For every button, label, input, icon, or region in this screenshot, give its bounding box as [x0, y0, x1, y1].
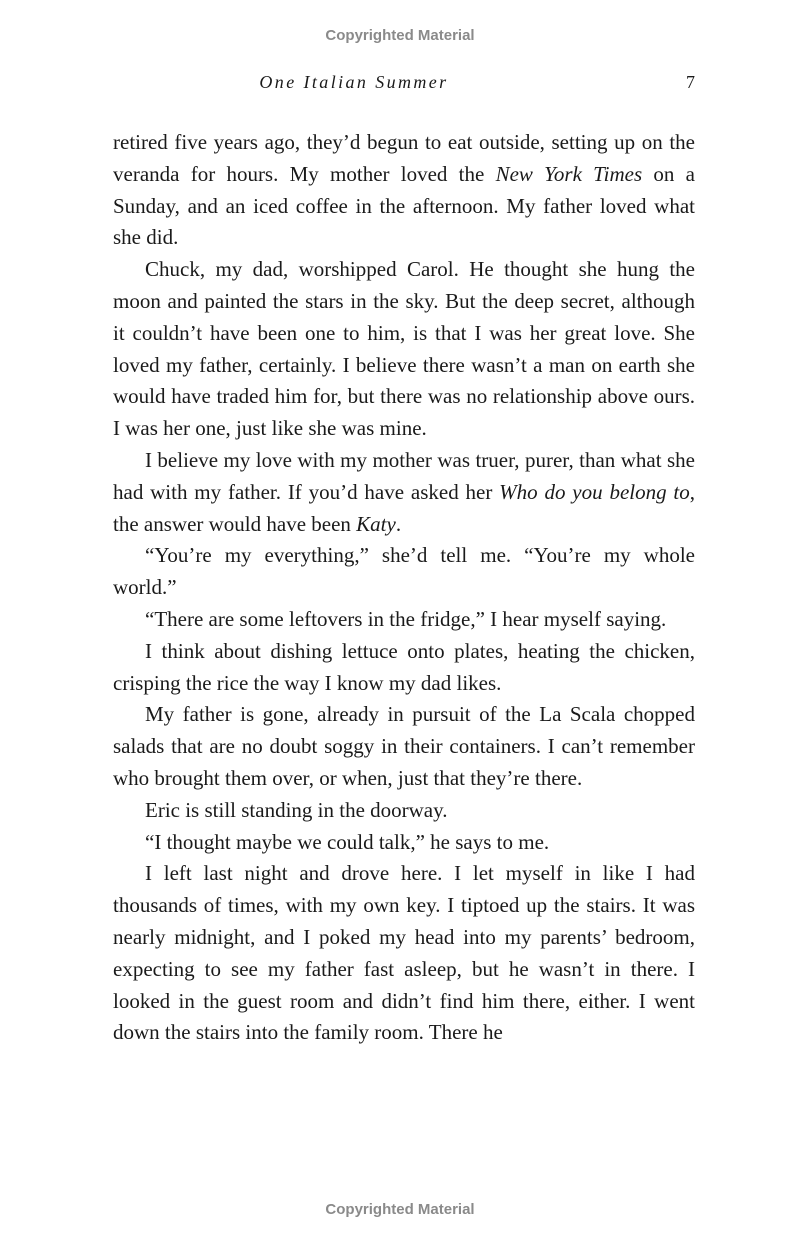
page-number: 7	[686, 72, 695, 92]
running-head	[113, 72, 695, 96]
paragraph-6: I think about dishing lettuce onto plates, heating the chicken, crisping the rice the way I know my dad likes.	[113, 638, 695, 695]
paragraph-8: Eric is still standing in the doorway.	[145, 797, 448, 822]
paragraph-7: My father is gone, already in pursuit of the La Scala chopped salads that are no doubt soggy in their containers. I can’t remember who brought them over, or when, just that they’re there.	[113, 702, 695, 790]
paragraph-2: Chuck, my dad, worshipped Carol. He thought she hung the moon and painted the stars in the sky. But the deep secret, although it couldn’t have been one to him, is that I was her great love. She loved my father, certainly. I believe there wasn’t a man on earth she would have traded him for, but there was no relationship above ours. I was her one, just like she was mine.	[113, 257, 695, 441]
paragraph-4: “You’re my everything,” she’d tell me. “You’re my whole world.”	[113, 543, 695, 600]
paragraph-9: “I thought maybe we could talk,” he says to me.	[145, 829, 550, 854]
body-text	[113, 127, 695, 1049]
paragraph-10: I left last night and drove here. I let myself in like I had thousands of times, with my own key. I tiptoed up the stairs. It was nearly midnight, and I poked my head into my parents’ bedroom, expecting to see my father fast asleep, but he wasn’t in there. I looked in the guest room and didn’t find him there, either. I went down the stairs into the family room. There he	[113, 861, 695, 1045]
italic-question: Who do you belong to	[499, 479, 690, 504]
paragraph-1: retired five years ago, they’d begun to eat outside, setting up on the veranda for hours. My mother loved the New York Times on a Sunday, and an iced coffee in the afternoon. My father loved what she did.	[113, 130, 695, 250]
running-title: One Italian Summer	[259, 72, 449, 92]
watermark-bottom: Copyrighted Material	[325, 1201, 475, 1218]
paragraph-5: “There are some leftovers in the fridge,” I hear myself saying.	[145, 606, 667, 631]
italic-newspaper-title: New York Times	[495, 161, 643, 186]
italic-name: Katy	[356, 511, 396, 536]
watermark-top: Copyrighted Material	[325, 27, 475, 44]
paragraph-3: I believe my love with my mother was truer, purer, than what she had with my father. If you’d have asked her Who do you belong to, the answer would have been Katy.	[113, 447, 695, 536]
